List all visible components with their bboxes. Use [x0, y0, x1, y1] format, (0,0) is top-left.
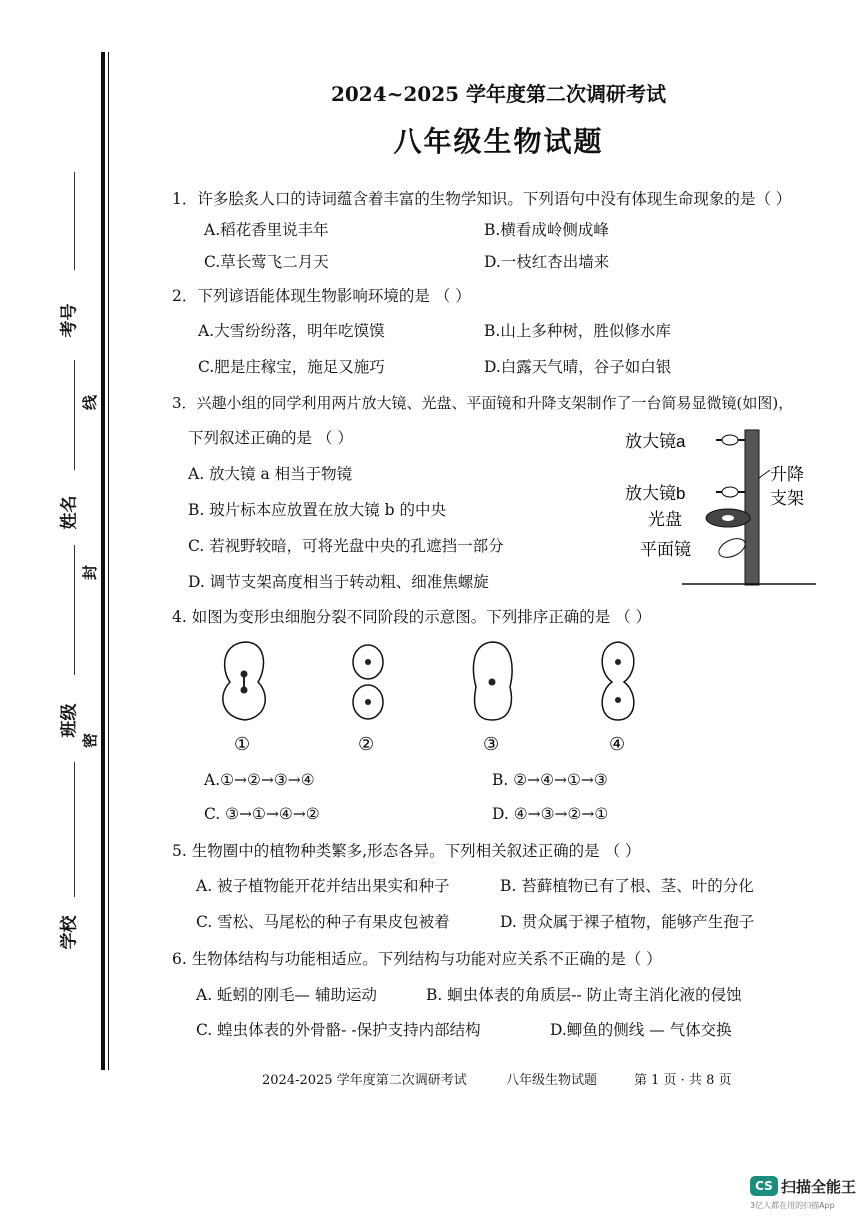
- question-3-option-c: C. 若视野较暗，可将光盘中央的孔遮挡一部分: [188, 537, 504, 555]
- footer-page: 第 1 页 · 共 8 页: [634, 1073, 732, 1088]
- question-6-option-a: A. 蚯蚓的刚毛— 辅助运动: [196, 986, 377, 1004]
- question-3-option-b: B. 玻片标本应放置在放大镜 b 的中央: [188, 501, 447, 519]
- question-4-option-a: A.①→②→③→④: [204, 771, 315, 789]
- seal-seal: 封: [81, 564, 100, 581]
- microscope-figure: [620, 420, 820, 595]
- question-1-option-a: A.稻花香里说丰年: [204, 221, 329, 239]
- paper-title: 八年级生物试题: [393, 125, 604, 158]
- camscanner-tagline: 3亿人都在用的扫描App: [750, 1201, 835, 1210]
- class-blank: [74, 545, 75, 675]
- camscanner-app-name: 扫描全能王: [781, 1178, 857, 1196]
- question-6-stem: 6. 生物体结构与功能相适应。下列结构与功能对应关系不正确的是（ ）: [172, 950, 662, 968]
- lens-a: [722, 435, 738, 445]
- footer-subject: 八年级生物试题: [506, 1073, 598, 1088]
- camscanner-logo-icon: CS: [750, 1176, 778, 1196]
- question-6-option-b: B. 蛔虫体表的角质层-- 防止寄主消化液的侵蚀: [426, 986, 742, 1004]
- question-4-option-b: B. ②→④→①→③: [492, 771, 608, 789]
- amoeba-stage-2: [353, 645, 383, 719]
- stage-label-2: ②: [358, 734, 375, 755]
- binding-border-thick: [101, 52, 105, 1070]
- label-disc: 光盘: [648, 510, 682, 529]
- question-5-option-b: B. 苔藓植物已有了根、茎、叶的分化: [500, 877, 754, 895]
- amoeba-division-figure: [200, 632, 660, 757]
- binding-border-thin: [108, 52, 109, 1070]
- question-2-option-c: C.肥是庄稼宝，施足又施巧: [198, 358, 385, 376]
- question-2-option-b: B.山上多种树，胜似修水库: [484, 322, 671, 340]
- school-blank: [74, 762, 75, 897]
- question-4-option-d: D. ④→③→②→①: [492, 805, 609, 823]
- question-5-option-d: D. 贯众属于裸子植物，能够产生孢子: [500, 913, 755, 931]
- stage-label-1: ①: [234, 734, 251, 755]
- exam-number-label: 考号: [59, 303, 80, 338]
- question-6-option-c: C. 蝗虫体表的外骨骼- -保护支持内部结构: [196, 1021, 481, 1039]
- disc-hole: [722, 515, 734, 521]
- question-6-option-d: D.鲫鱼的侧线 — 气体交换: [550, 1021, 732, 1039]
- class-label: 班级: [59, 703, 80, 738]
- question-2-option-d: D.白露天气晴，谷子如白银: [484, 358, 672, 376]
- label-lens-b: 放大镜b: [625, 484, 686, 503]
- question-2-option-a: A.大雪纷纷落，明年吃馍馍: [198, 322, 385, 340]
- seal-secret: 密: [81, 732, 100, 749]
- amoeba-stage-4: [602, 642, 634, 720]
- label-stand: 支架: [770, 489, 804, 508]
- footer-exam: 2024-2025 学年度第二次调研考试: [262, 1073, 467, 1088]
- stand-pointer: [759, 470, 770, 478]
- lens-b: [722, 487, 738, 497]
- question-4-stem: 4. 如图为变形虫细胞分裂不同阶段的示意图。下列排序正确的是 （ ）: [172, 608, 652, 626]
- exam-no-blank: [74, 172, 75, 270]
- amoeba-stage-1: [223, 642, 265, 720]
- question-1-stem: 1．许多脍炙人口的诗词蕴含着丰富的生物学知识。下列语句中没有体现生命现象的是（ ）: [172, 190, 792, 208]
- stage-label-4: ④: [609, 734, 626, 755]
- school-label: 学校: [59, 915, 80, 950]
- seal-line: 线: [81, 394, 100, 411]
- question-3-stem: 3．兴趣小组的同学利用两片放大镜、光盘、平面镜和升降支架制作了一台简易显微镜(如图)，: [172, 394, 794, 412]
- name-blank: [74, 360, 75, 470]
- exam-title: 2024~2025 学年度第二次调研考试: [330, 82, 667, 106]
- question-5-stem: 5. 生物圈中的植物种类繁多,形态各异。下列相关叙述正确的是 （ ）: [172, 842, 641, 860]
- question-5-option-a: A. 被子植物能开花并结出果实和种子: [196, 877, 450, 895]
- question-2-stem: 2．下列谚语能体现生物影响环境的是 （ ）: [172, 287, 471, 305]
- question-1-option-c: C.草长莺飞二月天: [204, 253, 329, 271]
- question-5-option-c: C. 雪松、马尾松的种子有果皮包被着: [196, 913, 450, 931]
- label-lift: 升降: [770, 465, 804, 484]
- lift-stand: [745, 430, 759, 585]
- question-1-option-b: B.横看成岭侧成峰: [484, 221, 609, 239]
- label-lens-a: 放大镜a: [625, 432, 686, 451]
- label-mirror: 平面镜: [640, 540, 691, 559]
- question-1-option-d: D.一枝红杏出墙来: [484, 253, 610, 271]
- stage-label-3: ③: [483, 734, 500, 755]
- question-3-option-d: D. 调节支架高度相当于转动粗、细准焦螺旋: [188, 573, 489, 591]
- question-3-stem-cont: 下列叙述正确的是 （ ）: [188, 429, 353, 447]
- plane-mirror: [716, 535, 748, 561]
- amoeba-stage-3: [473, 642, 512, 720]
- name-label: 姓名: [59, 495, 80, 530]
- question-3-option-a: A. 放大镜 a 相当于物镜: [188, 465, 353, 483]
- question-4-option-c: C. ③→①→④→②: [204, 805, 320, 823]
